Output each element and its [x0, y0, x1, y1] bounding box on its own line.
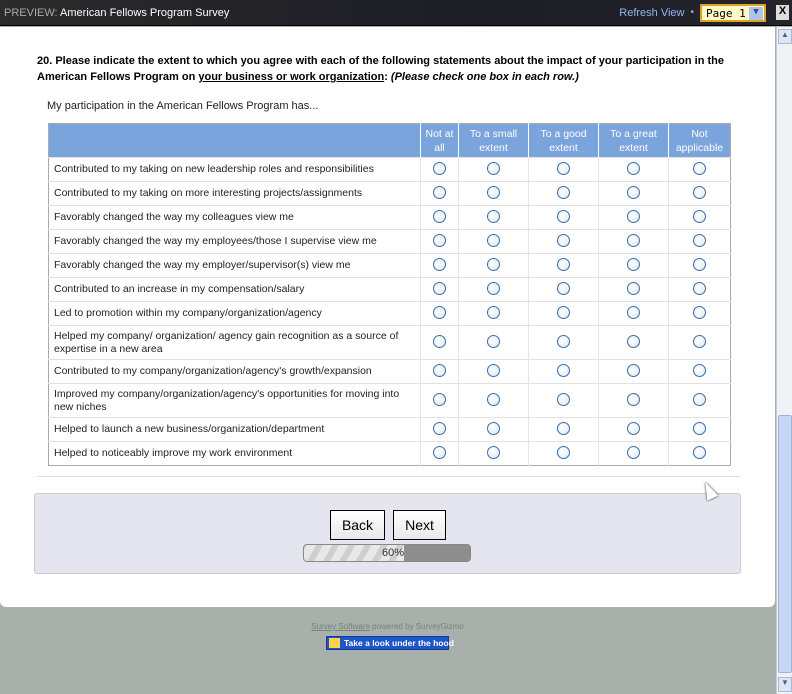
page-select-value: Page 1: [706, 6, 746, 20]
radio-button[interactable]: [487, 393, 500, 406]
radio-button[interactable]: [557, 393, 570, 406]
table-row: [49, 442, 731, 466]
radio-button[interactable]: [693, 364, 706, 377]
scroll-down-arrow-icon[interactable]: ▼: [778, 677, 792, 692]
radio-cell: [459, 442, 529, 466]
radio-cell: [459, 278, 529, 302]
radio-cell: [669, 158, 731, 182]
matrix-lead-text: My participation in the American Fellows Program has...: [47, 100, 319, 112]
row-statement: Improved my company/organization/agency's opportunities for moving into new niches: [49, 384, 421, 418]
radio-button[interactable]: [557, 306, 570, 319]
radio-cell: [421, 326, 459, 360]
radio-button[interactable]: [557, 422, 570, 435]
radio-button[interactable]: [627, 306, 640, 319]
radio-button[interactable]: [557, 364, 570, 377]
radio-cell: [599, 206, 669, 230]
radio-cell: [669, 206, 731, 230]
table-row: [49, 182, 731, 206]
radio-button[interactable]: [433, 393, 446, 406]
radio-button[interactable]: [693, 446, 706, 459]
radio-cell: [669, 384, 731, 418]
radio-button[interactable]: [433, 162, 446, 175]
radio-cell: [599, 442, 669, 466]
row-statement: Led to promotion within my company/organization/agency: [49, 302, 421, 326]
radio-cell: [529, 302, 599, 326]
table-row: [49, 418, 731, 442]
radio-cell: [421, 278, 459, 302]
table-row: [49, 360, 731, 384]
preview-bar: [0, 0, 792, 26]
radio-cell: [529, 418, 599, 442]
radio-button[interactable]: [627, 162, 640, 175]
row-statement: Contributed to my company/organization/agency's growth/expansion: [49, 360, 421, 384]
radio-cell: [529, 206, 599, 230]
preview-controls: [619, 4, 789, 22]
radio-cell: [421, 254, 459, 278]
radio-cell: [529, 182, 599, 206]
radio-button[interactable]: [433, 258, 446, 271]
radio-button[interactable]: [487, 186, 500, 199]
separator: •: [690, 7, 694, 18]
radio-cell: [669, 302, 731, 326]
radio-button[interactable]: [433, 306, 446, 319]
preview-label: PREVIEW:: [4, 6, 58, 19]
radio-button[interactable]: [557, 210, 570, 223]
radio-button[interactable]: [433, 446, 446, 459]
radio-cell: [599, 384, 669, 418]
radio-cell: [529, 442, 599, 466]
radio-button[interactable]: [627, 446, 640, 459]
radio-button[interactable]: [693, 306, 706, 319]
progress-bar: [303, 544, 471, 562]
radio-cell: [421, 360, 459, 384]
radio-button[interactable]: [433, 335, 446, 348]
question-body: 20. Please indicate the extent to which you agree with each of the following statements about the impact of your participation in the American Fellows Program on: [37, 55, 725, 83]
divider: [37, 476, 740, 477]
radio-button[interactable]: [487, 258, 500, 271]
radio-button[interactable]: [487, 364, 500, 377]
back-button[interactable]: Back: [330, 510, 385, 540]
radio-button[interactable]: [693, 335, 706, 348]
column-header: Not applicable: [669, 124, 731, 158]
radio-button[interactable]: [693, 422, 706, 435]
table-row: [49, 254, 731, 278]
radio-button[interactable]: [693, 210, 706, 223]
radio-button[interactable]: [693, 234, 706, 247]
chevron-down-icon: ▼: [749, 7, 763, 20]
radio-button[interactable]: [627, 282, 640, 295]
radio-button[interactable]: [627, 393, 640, 406]
radio-cell: [421, 206, 459, 230]
radio-button[interactable]: [433, 364, 446, 377]
powered-by-text: powered by SurveyGizmo: [369, 622, 464, 631]
radio-button[interactable]: [557, 282, 570, 295]
radio-button[interactable]: [433, 186, 446, 199]
radio-cell: [529, 254, 599, 278]
radio-cell: [599, 302, 669, 326]
radio-button[interactable]: [693, 186, 706, 199]
corner-header: [49, 124, 421, 158]
row-statement: Contributed to my taking on more interesting projects/assignments: [49, 182, 421, 206]
scroll-up-arrow-icon[interactable]: ▲: [778, 29, 792, 44]
radio-button[interactable]: [627, 210, 640, 223]
radio-cell: [421, 418, 459, 442]
page-select[interactable]: [700, 4, 766, 22]
radio-cell: [421, 230, 459, 254]
footer: [0, 622, 775, 632]
radio-button[interactable]: [487, 162, 500, 175]
column-header: Not at all: [421, 124, 459, 158]
table-row: [49, 230, 731, 254]
row-statement: Helped to launch a new business/organization/department: [49, 418, 421, 442]
radio-cell: [669, 254, 731, 278]
survey-software-link[interactable]: Survey Software: [311, 622, 370, 631]
radio-cell: [669, 230, 731, 254]
table-row: [49, 302, 731, 326]
radio-cell: [669, 442, 731, 466]
column-header: To a good extent: [529, 124, 599, 158]
vertical-scrollbar[interactable]: [776, 27, 792, 694]
radio-button[interactable]: [693, 282, 706, 295]
radio-cell: [599, 254, 669, 278]
radio-cell: [599, 158, 669, 182]
radio-button[interactable]: [487, 306, 500, 319]
radio-cell: [599, 360, 669, 384]
radio-cell: [459, 302, 529, 326]
radio-button[interactable]: [627, 258, 640, 271]
radio-button[interactable]: [433, 234, 446, 247]
radio-button[interactable]: [557, 162, 570, 175]
radio-button[interactable]: [557, 258, 570, 271]
radio-cell: [529, 360, 599, 384]
table-row: [49, 326, 731, 360]
radio-cell: [459, 182, 529, 206]
radio-cell: [599, 182, 669, 206]
radio-button[interactable]: [693, 162, 706, 175]
radio-button[interactable]: [433, 282, 446, 295]
radio-cell: [421, 442, 459, 466]
question-colon: :: [384, 71, 388, 83]
scrollbar-thumb[interactable]: [778, 415, 792, 673]
survey-panel: [0, 27, 775, 607]
radio-cell: [459, 418, 529, 442]
row-statement: Helped my company/ organization/ agency gain recognition as a source of expertise in a new area: [49, 326, 421, 360]
row-statement: Helped to noticeably improve my work environment: [49, 442, 421, 466]
radio-button[interactable]: [557, 234, 570, 247]
radio-button[interactable]: [557, 446, 570, 459]
radio-cell: [459, 384, 529, 418]
column-header: To a small extent: [459, 124, 529, 158]
row-statement: Favorably changed the way my employees/those I supervise view me: [49, 230, 421, 254]
radio-button[interactable]: [627, 422, 640, 435]
question-text: [37, 53, 747, 85]
radio-cell: [669, 278, 731, 302]
radio-button[interactable]: [627, 234, 640, 247]
radio-cell: [669, 182, 731, 206]
radio-cell: [529, 230, 599, 254]
radio-button[interactable]: [487, 335, 500, 348]
progress-text: 60%: [381, 547, 404, 559]
radio-cell: [459, 254, 529, 278]
navigation-box: [34, 493, 741, 574]
radio-cell: [529, 158, 599, 182]
close-button[interactable]: X: [776, 5, 789, 20]
column-header: To a great extent: [599, 124, 669, 158]
preview-title: [4, 7, 619, 19]
radio-cell: [529, 384, 599, 418]
radio-button[interactable]: [693, 393, 706, 406]
radio-button[interactable]: [627, 335, 640, 348]
radio-cell: [529, 326, 599, 360]
under-the-hood-button[interactable]: [326, 636, 454, 650]
radio-cell: [421, 182, 459, 206]
question-emphasis: your business or work organization: [198, 71, 385, 83]
radio-cell: [459, 230, 529, 254]
radio-button[interactable]: [487, 422, 500, 435]
hood-label: Take a look under the hood: [344, 638, 454, 648]
radio-cell: [459, 360, 529, 384]
radio-button[interactable]: [487, 210, 500, 223]
radio-button[interactable]: [557, 186, 570, 199]
table-row: [49, 278, 731, 302]
row-statement: Favorably changed the way my employer/supervisor(s) view me: [49, 254, 421, 278]
table-row: [49, 206, 731, 230]
survey-title: American Fellows Program Survey: [60, 6, 230, 19]
refresh-view-link[interactable]: Refresh View: [619, 6, 685, 19]
radio-cell: [599, 418, 669, 442]
radio-button[interactable]: [487, 234, 500, 247]
radio-cell: [421, 158, 459, 182]
row-statement: Contributed to my taking on new leadership roles and responsibilities: [49, 158, 421, 182]
radio-button[interactable]: [627, 364, 640, 377]
row-statement: Favorably changed the way my colleagues view me: [49, 206, 421, 230]
radio-cell: [669, 360, 731, 384]
question-instruction: (Please check one box in each row.): [390, 71, 579, 83]
likert-matrix: [48, 123, 731, 466]
next-button[interactable]: Next: [393, 510, 446, 540]
radio-cell: [421, 384, 459, 418]
radio-cell: [669, 418, 731, 442]
radio-button[interactable]: [693, 258, 706, 271]
table-row: [49, 158, 731, 182]
radio-button[interactable]: [627, 186, 640, 199]
radio-cell: [529, 278, 599, 302]
radio-cell: [599, 278, 669, 302]
radio-cell: [669, 326, 731, 360]
radio-cell: [459, 158, 529, 182]
radio-cell: [459, 206, 529, 230]
radio-cell: [599, 326, 669, 360]
radio-cell: [459, 326, 529, 360]
radio-button[interactable]: [557, 335, 570, 348]
hood-icon: [329, 638, 340, 648]
radio-button[interactable]: [433, 210, 446, 223]
table-row: [49, 384, 731, 418]
radio-cell: [599, 230, 669, 254]
radio-cell: [421, 302, 459, 326]
radio-button[interactable]: [433, 422, 446, 435]
radio-button[interactable]: [487, 446, 500, 459]
radio-button[interactable]: [487, 282, 500, 295]
row-statement: Contributed to an increase in my compensation/salary: [49, 278, 421, 302]
